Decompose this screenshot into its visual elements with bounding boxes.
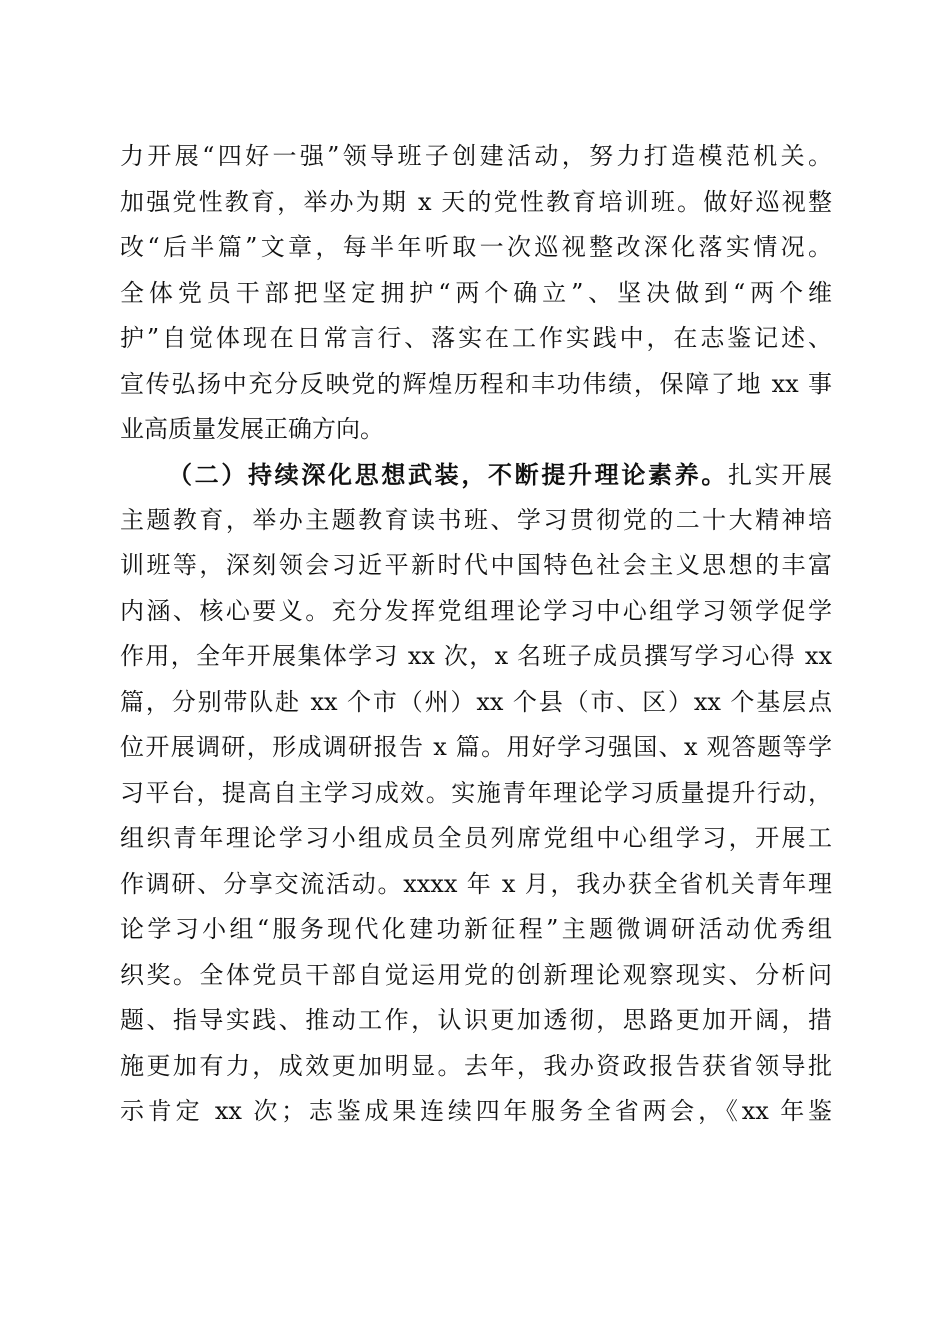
paragraph-2-line-1 — [120, 452, 832, 498]
paragraph-1-line-7: 业高质量发展正确方向。 — [120, 415, 384, 443]
paragraph-2-line-5: 作用，全年开展集体学习 xx 次，x 名班子成员撰写学习心得 xx — [120, 642, 832, 670]
paragraph-1-line-1: 力开展“四好一强”领导班子创建活动，努力打造模范机关。 — [120, 142, 832, 170]
paragraph-2-line-9: 组织青年理论学习小组成员全员列席党组中心组学习，开展工 — [120, 824, 832, 852]
paragraph-2-line-1-rest: 扎实开展 — [728, 461, 832, 489]
paragraph-2-line-7: 位开展调研，形成调研报告 x 篇。用好学习强国、x 观答题等学 — [120, 733, 832, 761]
paragraph-1-line-2: 加强党性教育，举办为期 x 天的党性教育培训班。做好巡视整 — [120, 187, 832, 216]
paragraph-2-line-3: 训班等，深刻领会习近平新时代中国特色社会主义思想的丰富 — [120, 551, 832, 579]
paragraph-2-line-8: 习平台，提高自主学习成效。实施青年理论学习质量提升行动， — [120, 778, 832, 807]
paragraph-1-line-3: 改“后半篇”文章，每半年听取一次巡视整改深化落实情况。 — [120, 233, 832, 261]
paragraph-1-line-5: 护”自觉体现在日常言行、落实在工作实践中，在志鉴记述、 — [120, 324, 832, 352]
paragraph-2-line-6: 篇，分别带队赴 xx 个市（州）xx 个县（市、区）xx 个基层点 — [120, 687, 832, 716]
paragraph-2-line-14: 施更加有力，成效更加明显。去年，我办资政报告获省领导批 — [120, 1051, 832, 1080]
paragraph-2-line-13: 题、指导实践、推动工作，认识更加透彻，思路更加开阔，措 — [120, 1006, 832, 1034]
section-heading: （二）持续深化思想武装，不断提升理论素养。 — [168, 460, 728, 489]
paragraph-1 — [120, 134, 832, 453]
paragraph-2-line-2: 主题教育，举办主题教育读书班、学习贯彻党的二十大精神培 — [120, 505, 832, 534]
paragraph-1-line-6: 宣传弘扬中充分反映党的辉煌历程和丰功伟绩，保障了地 xx 事 — [120, 369, 832, 398]
paragraph-2-line-12: 织奖。全体党员干部自觉运用党的创新理论观察现实、分析问 — [120, 960, 832, 989]
paragraph-2-line-4: 内涵、核心要义。充分发挥党组理论学习中心组学习领学促学 — [120, 596, 832, 625]
paragraph-2-line-10: 作调研、分享交流活动。xxxx 年 x 月，我办获全省机关青年理 — [120, 869, 832, 898]
paragraph-2 — [120, 452, 832, 1135]
paragraph-1-line-4: 全体党员干部把坚定拥护“两个确立”、坚决做到“两个维 — [120, 278, 832, 307]
paragraph-2-line-15: 示肯定 xx 次；志鉴成果连续四年服务全省两会，《xx 年鉴 — [120, 1097, 832, 1125]
paragraph-2-line-11: 论学习小组“服务现代化建功新征程”主题微调研活动优秀组 — [120, 915, 832, 943]
